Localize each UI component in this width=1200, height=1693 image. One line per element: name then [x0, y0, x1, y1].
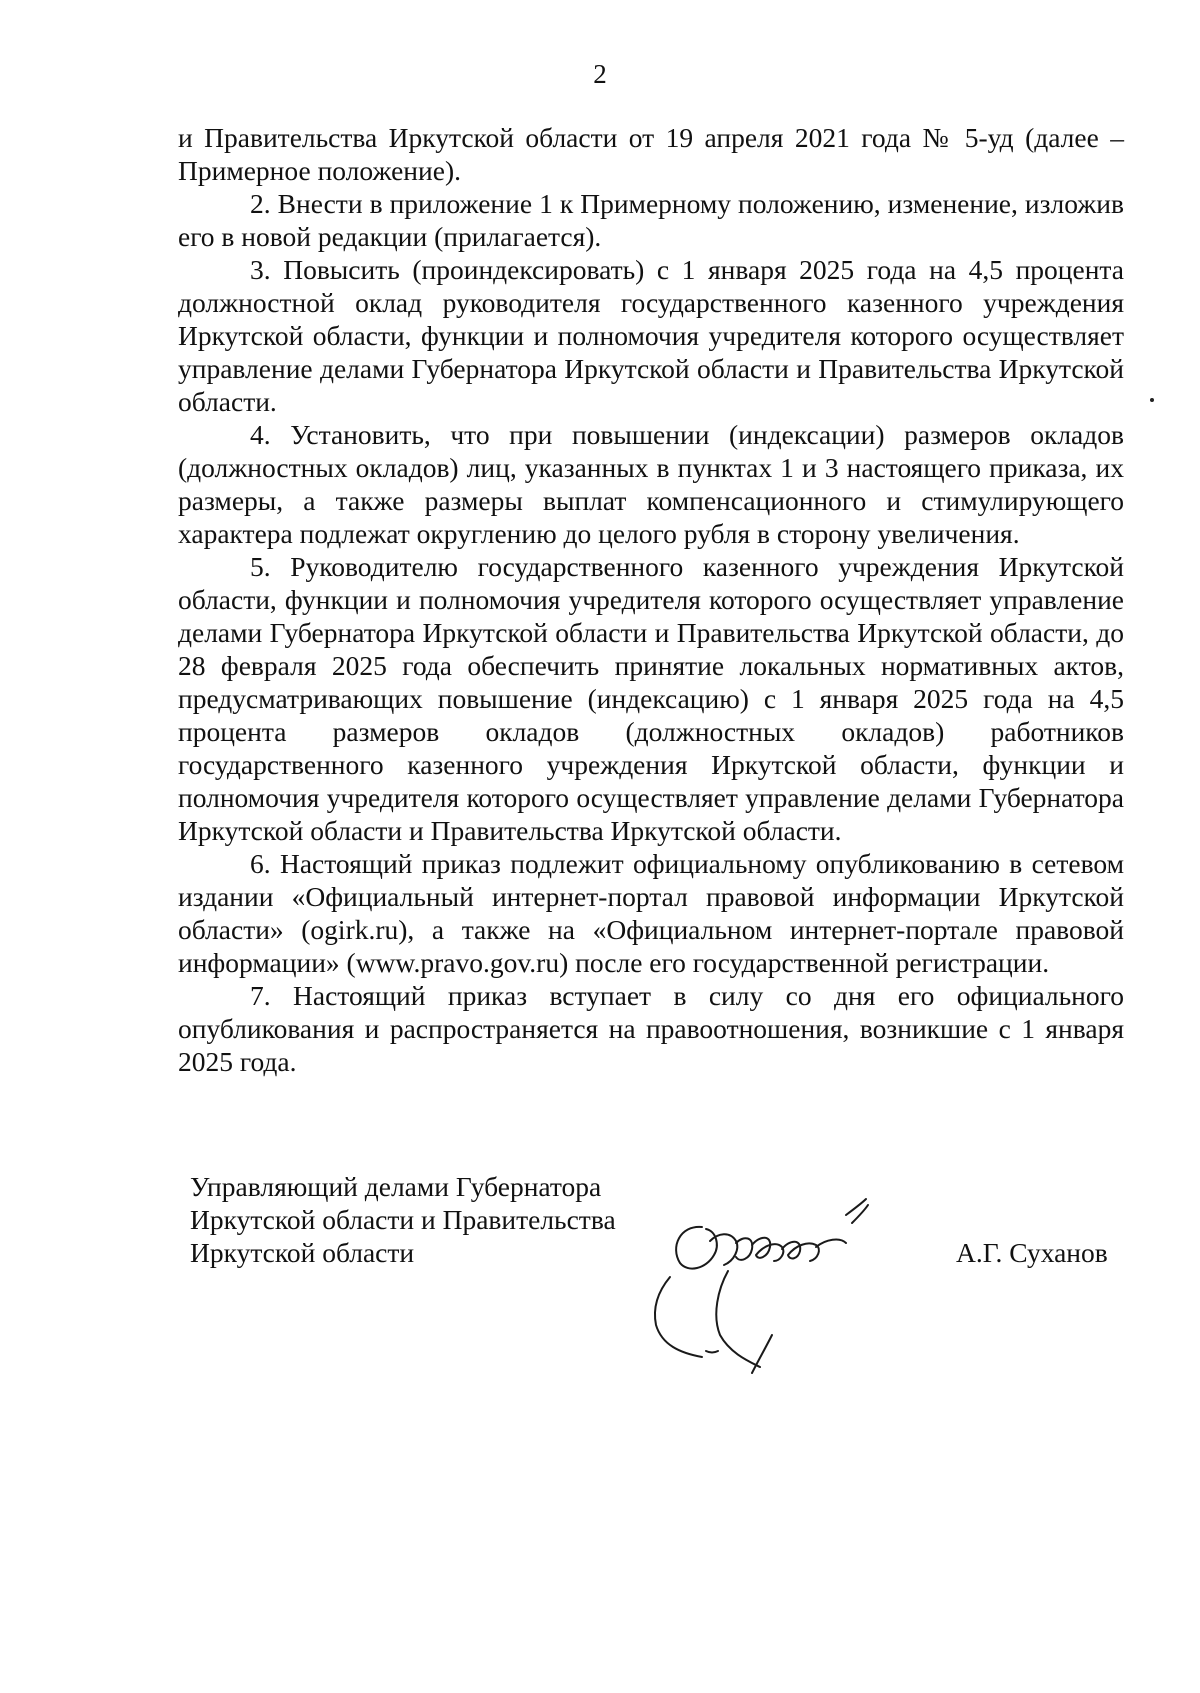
paragraph-item-7: 7. Настоящий приказ вступает в силу со дня его официального опубликования и распространяется на правоотношения, возникшие с 1 января 2025 года.: [178, 980, 1124, 1077]
signatory-position-line: Управляющий делами Губернатора: [190, 1171, 602, 1202]
paragraph-item-5: 5. Руководителю государственного казенного учреждения Иркутской области, функции и полномочия учредителя которого осуществляет управление делами Губернатора Иркутской области и Правительства Иркутской области, до 28 февраля 2025 года обеспечить принятие локальных нормативных актов, предусматривающих повышение (индексацию) с 1 января 2025 года на 4,5 процента размеров окладов (должностных окладов) работников государственного казенного учреждения Иркутской области, функции и полномочия учредителя которого осуществляет управление делами Губернатора Иркутской области и Правительства Иркутской области.: [178, 551, 1124, 846]
paragraph-item-4: 4. Установить, что при повышении (индексации) размеров окладов (должностных окладов) лиц, указанных в пунктах 1 и 3 настоящего приказа, их размеры, а также размеры выплат компенсационного и стимулирующего характера подлежат округлению до целого рубля в сторону увеличения.: [178, 419, 1124, 549]
signatory-position: [190, 1170, 650, 1269]
document-body: [178, 121, 1124, 1078]
paragraph-continuation: и Правительства Иркутской области от 19 апреля 2021 года № 5-уд (далее – Примерное положение).: [178, 122, 1124, 186]
paragraph-item-3: 3. Повысить (проиндексировать) с 1 января 2025 года на 4,5 процента должностной оклад руководителя государственного казенного учреждения Иркутской области, функции и полномочия учредителя которого осуществляет управление делами Губернатора Иркутской области и Правительства Иркутской области.: [178, 254, 1124, 417]
paragraph-item-2: 2. Внести в приложение 1 к Примерному положению, изменение, изложив его в новой редакции (прилагается).: [178, 188, 1124, 252]
handwritten-signature: [640, 1185, 950, 1385]
page-number: 2: [593, 59, 607, 89]
signatory-position-line: Иркутской области и Правительства: [190, 1204, 616, 1235]
signatory-position-line: Иркутской области: [190, 1237, 415, 1268]
signatory-name: А.Г. Суханов: [956, 1237, 1108, 1268]
paragraph-item-6: 6. Настоящий приказ подлежит официальному опубликованию в сетевом издании «Официальный интернет-портал правовой информации Иркутской области» (ogirk.ru), а также на «Официальном интернет-портале правовой информации» (www.pravo.gov.ru) после его государственной регистрации.: [178, 848, 1124, 978]
scan-speck: [1150, 398, 1154, 402]
